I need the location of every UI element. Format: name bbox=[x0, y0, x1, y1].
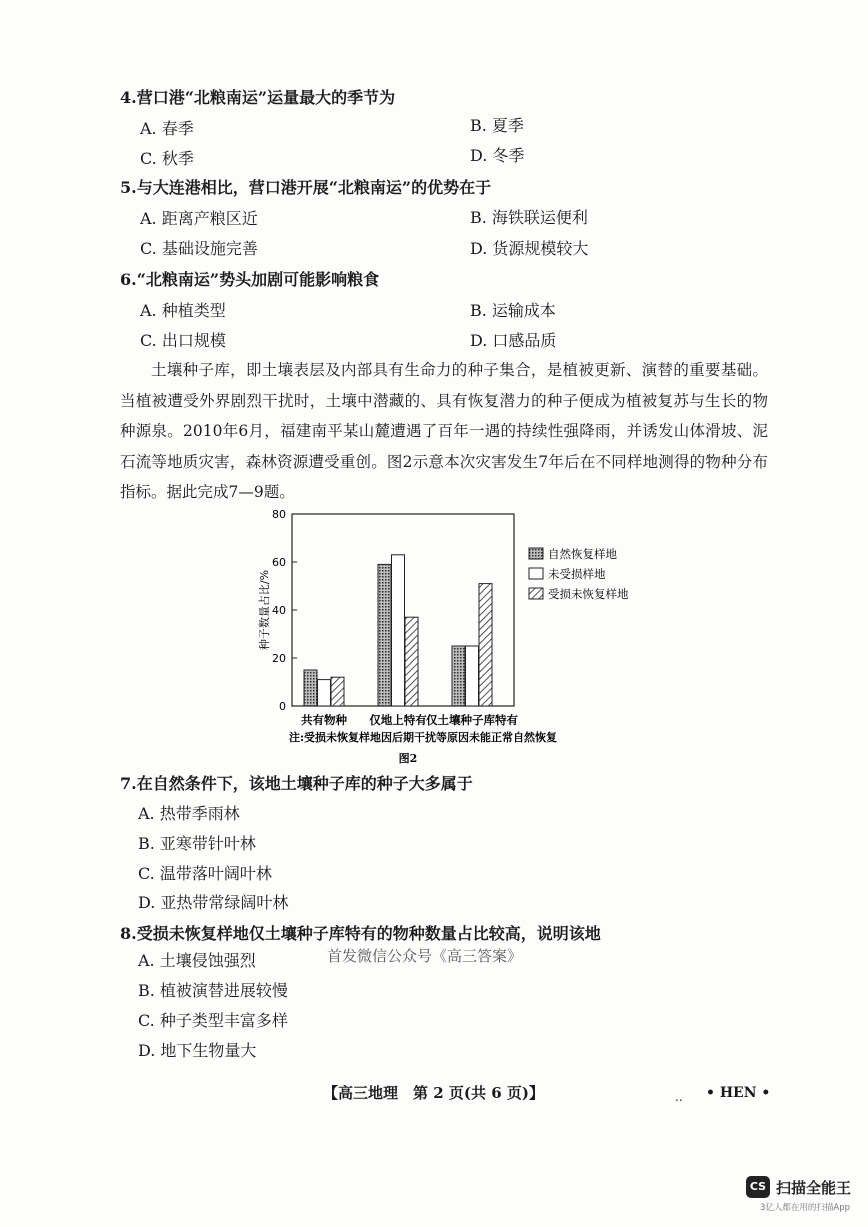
bar bbox=[378, 564, 391, 706]
bar bbox=[318, 680, 331, 706]
legend-swatch bbox=[529, 548, 543, 559]
bar bbox=[479, 584, 492, 706]
x-category-label: 共有物种 bbox=[301, 713, 347, 727]
question-5-option-b: B. 海铁联运便利 bbox=[470, 208, 588, 227]
bar bbox=[392, 555, 405, 706]
figure-2-chart bbox=[244, 504, 664, 764]
scanner-badge bbox=[746, 1176, 856, 1216]
question-5-option-d: D. 货源规模较大 bbox=[470, 239, 589, 258]
bar bbox=[405, 617, 418, 706]
bar bbox=[304, 670, 317, 706]
cs-logo-icon: CS bbox=[746, 1176, 770, 1198]
question-5-option-c: C. 基础设施完善 bbox=[140, 239, 258, 258]
question-5-option-a: A. 距离产粮区近 bbox=[140, 209, 258, 228]
scanner-tagline: 3亿人都在用的扫描App bbox=[760, 1203, 851, 1213]
y-axis-label: 种子数量占比/% bbox=[258, 569, 271, 651]
question-4-stem: 4.营口港“北粮南运”运量最大的季节为 bbox=[120, 88, 396, 107]
y-tick-label: 60 bbox=[272, 556, 286, 569]
legend-swatch bbox=[529, 588, 543, 599]
exam-code: • HEN • bbox=[706, 1085, 771, 1101]
reading-passage bbox=[120, 355, 768, 508]
question-6-stem: 6.“北粮南运”势头加剧可能影响粮食 bbox=[120, 270, 380, 289]
legend-label: 自然恢复样地 bbox=[548, 547, 617, 561]
bar bbox=[466, 646, 479, 706]
y-tick-label: 0 bbox=[279, 700, 286, 713]
y-tick-label: 80 bbox=[272, 508, 286, 521]
footer-mark: .. bbox=[675, 1090, 683, 1104]
question-4-option-b: B. 夏季 bbox=[470, 116, 524, 135]
bar bbox=[331, 677, 344, 706]
question-7-stem: 7.在自然条件下，该地土壤种子库的种子大多属于 bbox=[120, 774, 473, 793]
question-7-option-c: C. 温带落叶阔叶林 bbox=[138, 864, 272, 883]
watermark-text: 首发微信公众号《高三答案》 bbox=[327, 947, 523, 965]
question-6-option-b: B. 运输成本 bbox=[470, 301, 556, 320]
question-7-option-a: A. 热带季雨林 bbox=[138, 804, 240, 823]
question-8-option-a: A. 土壤侵蚀强烈 bbox=[138, 951, 256, 970]
question-6-option-d: D. 口感品质 bbox=[470, 331, 557, 350]
question-7-option-d: D. 亚热带常绿阔叶林 bbox=[138, 893, 289, 912]
question-5-stem: 5.与大连港相比，营口港开展“北粮南运”的优势在于 bbox=[120, 178, 492, 197]
y-tick-label: 40 bbox=[272, 604, 286, 617]
question-8-option-c: C. 种子类型丰富多样 bbox=[138, 1011, 288, 1030]
legend-label: 受损未恢复样地 bbox=[548, 587, 629, 601]
question-6-option-c: C. 出口规模 bbox=[140, 331, 226, 350]
question-8-option-d: D. 地下生物量大 bbox=[138, 1041, 257, 1060]
x-category-label: 仅土壤种子库特有 bbox=[426, 713, 518, 727]
question-6-option-a: A. 种植类型 bbox=[140, 301, 226, 320]
page-footer: 【高三地理 第 2 页(共 6 页)】 bbox=[323, 1084, 544, 1102]
scanner-name: 扫描全能王 bbox=[776, 1179, 852, 1197]
question-7-option-b: B. 亚寒带针叶林 bbox=[138, 834, 256, 853]
y-tick-label: 20 bbox=[272, 652, 286, 665]
question-8-stem: 8.受损未恢复样地仅土壤种子库特有的物种数量占比较高，说明该地 bbox=[120, 924, 601, 943]
chart-note: 注:受损未恢复样地因后期干扰等原因未能正常自然恢复 bbox=[288, 731, 558, 744]
legend-swatch bbox=[529, 568, 543, 579]
question-4-option-a: A. 春季 bbox=[140, 119, 194, 138]
question-4-option-d: D. 冬季 bbox=[470, 146, 525, 165]
passage-text: 土壤种子库，即土壤表层及内部具有生命力的种子集合，是植被更新、演替的重要基础。当植被遭受外界剧烈干扰时，土壤中潜藏的、具有恢复潜力的种子便成为植被复苏与生长的物种源泉。2010年6月，福建南平某山麓遭遇了百年一遇的持续性强降雨，并诱发山体滑坡、泥石流等地质灾害，森林资源遭受重创。图2示意本次灾害发生7年后在不同样地测得的物种分布指标。据此完成7—9题。 bbox=[120, 361, 768, 501]
question-8-option-b: B. 植被演替进展较慢 bbox=[138, 981, 288, 1000]
figure-caption: 图2 bbox=[398, 752, 418, 764]
x-category-label: 仅地上特有 bbox=[369, 713, 427, 727]
bar bbox=[452, 646, 465, 706]
question-4-option-c: C. 秋季 bbox=[140, 149, 194, 168]
bar-chart bbox=[244, 504, 664, 764]
legend-label: 未受损样地 bbox=[548, 567, 606, 581]
